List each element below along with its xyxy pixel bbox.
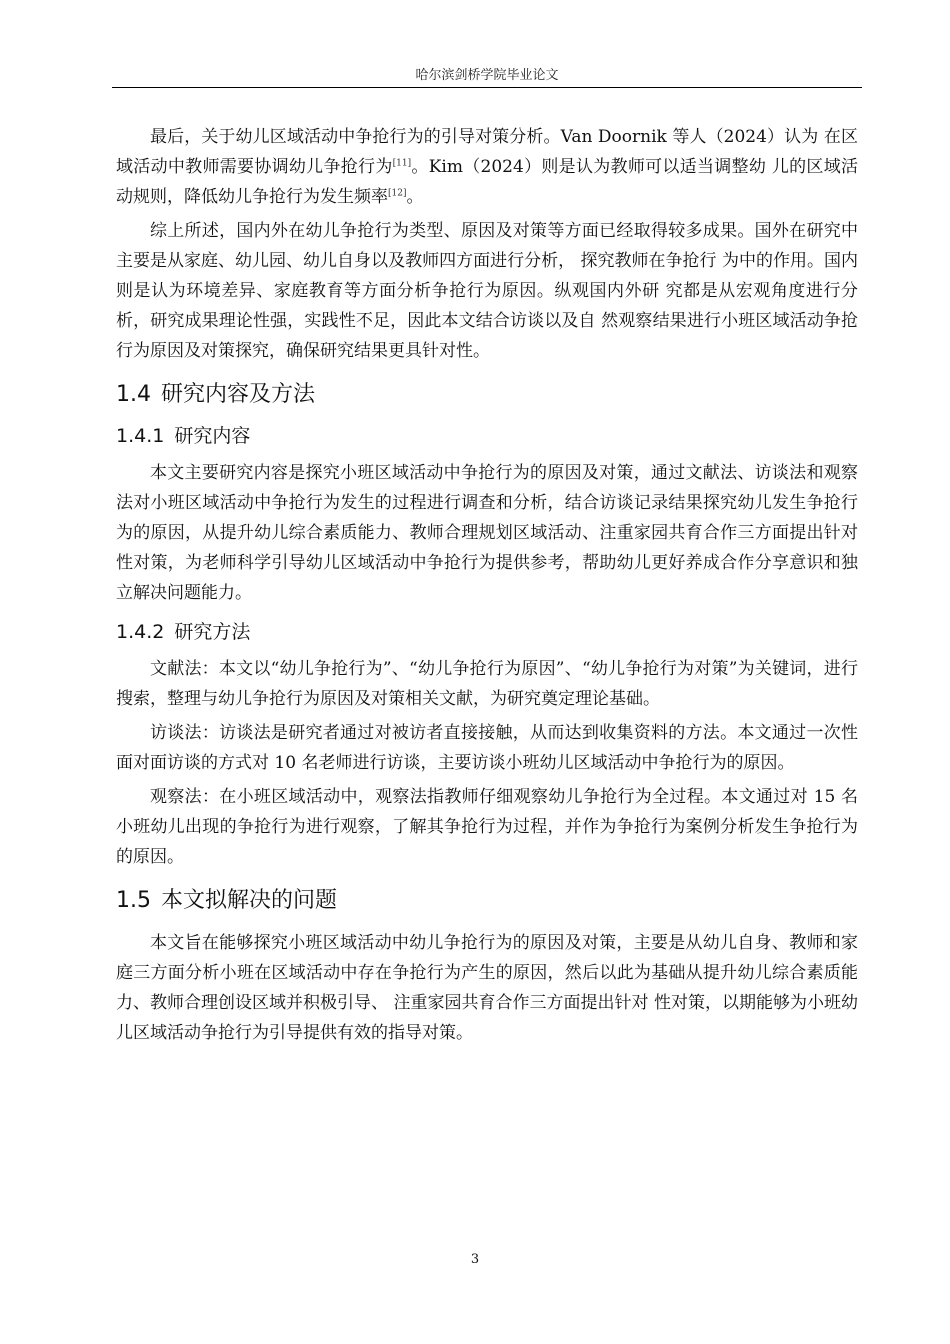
paragraph-interview-method: 访谈法：访谈法是研究者通过对被访者直接接触，从而达到收集资料的方法。本文通过一次性面对面访谈的方式对 10 名老师进行访谈，主要访谈小班幼儿区域活动中争抢行为的原因。 (116, 723, 858, 773)
section-number: 1.4 (116, 382, 151, 407)
citation-12: [12] (388, 188, 407, 199)
paragraph-literature-method: 文献法：本文以“幼儿争抢行为”、“幼儿争抢行为原因”、“幼儿争抢行为对策”为关键词，进行搜索，整理与幼儿争抢行为原因及对策相关文献，为研究奠定理论基础。 (116, 659, 858, 709)
paragraph-text: 。 (406, 187, 424, 207)
running-header: 哈尔滨剑桥学院毕业论文 (415, 68, 559, 83)
paragraph-text: 。Kim（2024）则是认为教师可以适当调整幼 儿的区域活动规则，降低幼儿争抢行为发生频率 (116, 157, 858, 207)
subsection-number: 1.4.1 (116, 425, 165, 447)
section-title: 本文拟解决的问题 (161, 888, 338, 913)
section-title: 研究内容及方法 (161, 382, 316, 407)
section-heading-1-4 (116, 380, 858, 410)
subsection-heading-1-4-1 (116, 422, 858, 450)
citation-11: [11] (392, 158, 412, 169)
paragraph-summary: 综上所述，国内外在幼儿争抢行为类型、原因及对策等方面已经取得较多成果。国外在研究中主要是从家庭、幼儿园、幼儿自身以及教师四方面进行分析， 探究教师在争抢行 为中的作用。国内则是认为环境差异、家庭教育等方面分析争抢行为原因。纵观国内外研 究都是从宏观角度进行分析，研究成果理论性强，实践性不足，因此本文结合访谈以及自 然观察结果进行小班区域活动争抢行为原因及对策探究，确保研究结果更具针对性。 (116, 221, 858, 361)
section-number: 1.5 (116, 888, 151, 913)
paragraph-text: 最后，关于幼儿区域活动中争抢行为的引导对策分析。Van Doornik 等人（2024）认为 在区域活动中教师需要协调幼儿争抢行为 (116, 127, 858, 177)
subsection-title: 研究内容 (174, 425, 251, 447)
page-body (116, 122, 858, 1052)
page-number: 3 (470, 1252, 480, 1267)
paragraph-observation-method: 观察法：在小班区域活动中，观察法指教师仔细观察幼儿争抢行为全过程。本文通过对 15 名小班幼儿出现的争抢行为进行观察，了解其争抢行为过程，并作为争抢行为案例分析发生争抢行为的原因。 (116, 787, 858, 867)
paragraph-research-content: 本文主要研究内容是探究小班区域活动中争抢行为的原因及对策，通过文献法、访谈法和观察法对小班区域活动中争抢行为发生的过程进行调查和分析，结合访谈记录结果探究幼儿发生争抢行为的原因，从提升幼儿综合素质能力、教师合理规划区域活动、注重家园共育合作三方面提出针对性对策，为老师科学引导幼儿区域活动中争抢行为提供参考，帮助幼儿更好养成合作分享意识和独立解决问题能力。 (116, 463, 858, 603)
subsection-heading-1-4-2 (116, 618, 858, 646)
section-heading-1-5 (116, 886, 858, 916)
paragraph-problems-addressed: 本文旨在能够探究小班区域活动中幼儿争抢行为的原因及对策，主要是从幼儿自身、教师和家庭三方面分析小班在区域活动中存在争抢行为产生的原因，然后以此为基础从提升幼儿综合素质能力、教师合理创设区域并积极引导、 注重家园共育合作三方面提出针对 性对策，以期能够为小班幼儿区域活动争抢行为引导提供有效的指导对策。 (116, 933, 858, 1043)
subsection-number: 1.4.2 (116, 621, 165, 643)
paragraph-guidance-strategies (116, 122, 858, 212)
subsection-title: 研究方法 (174, 621, 251, 643)
header-rule (112, 87, 862, 88)
